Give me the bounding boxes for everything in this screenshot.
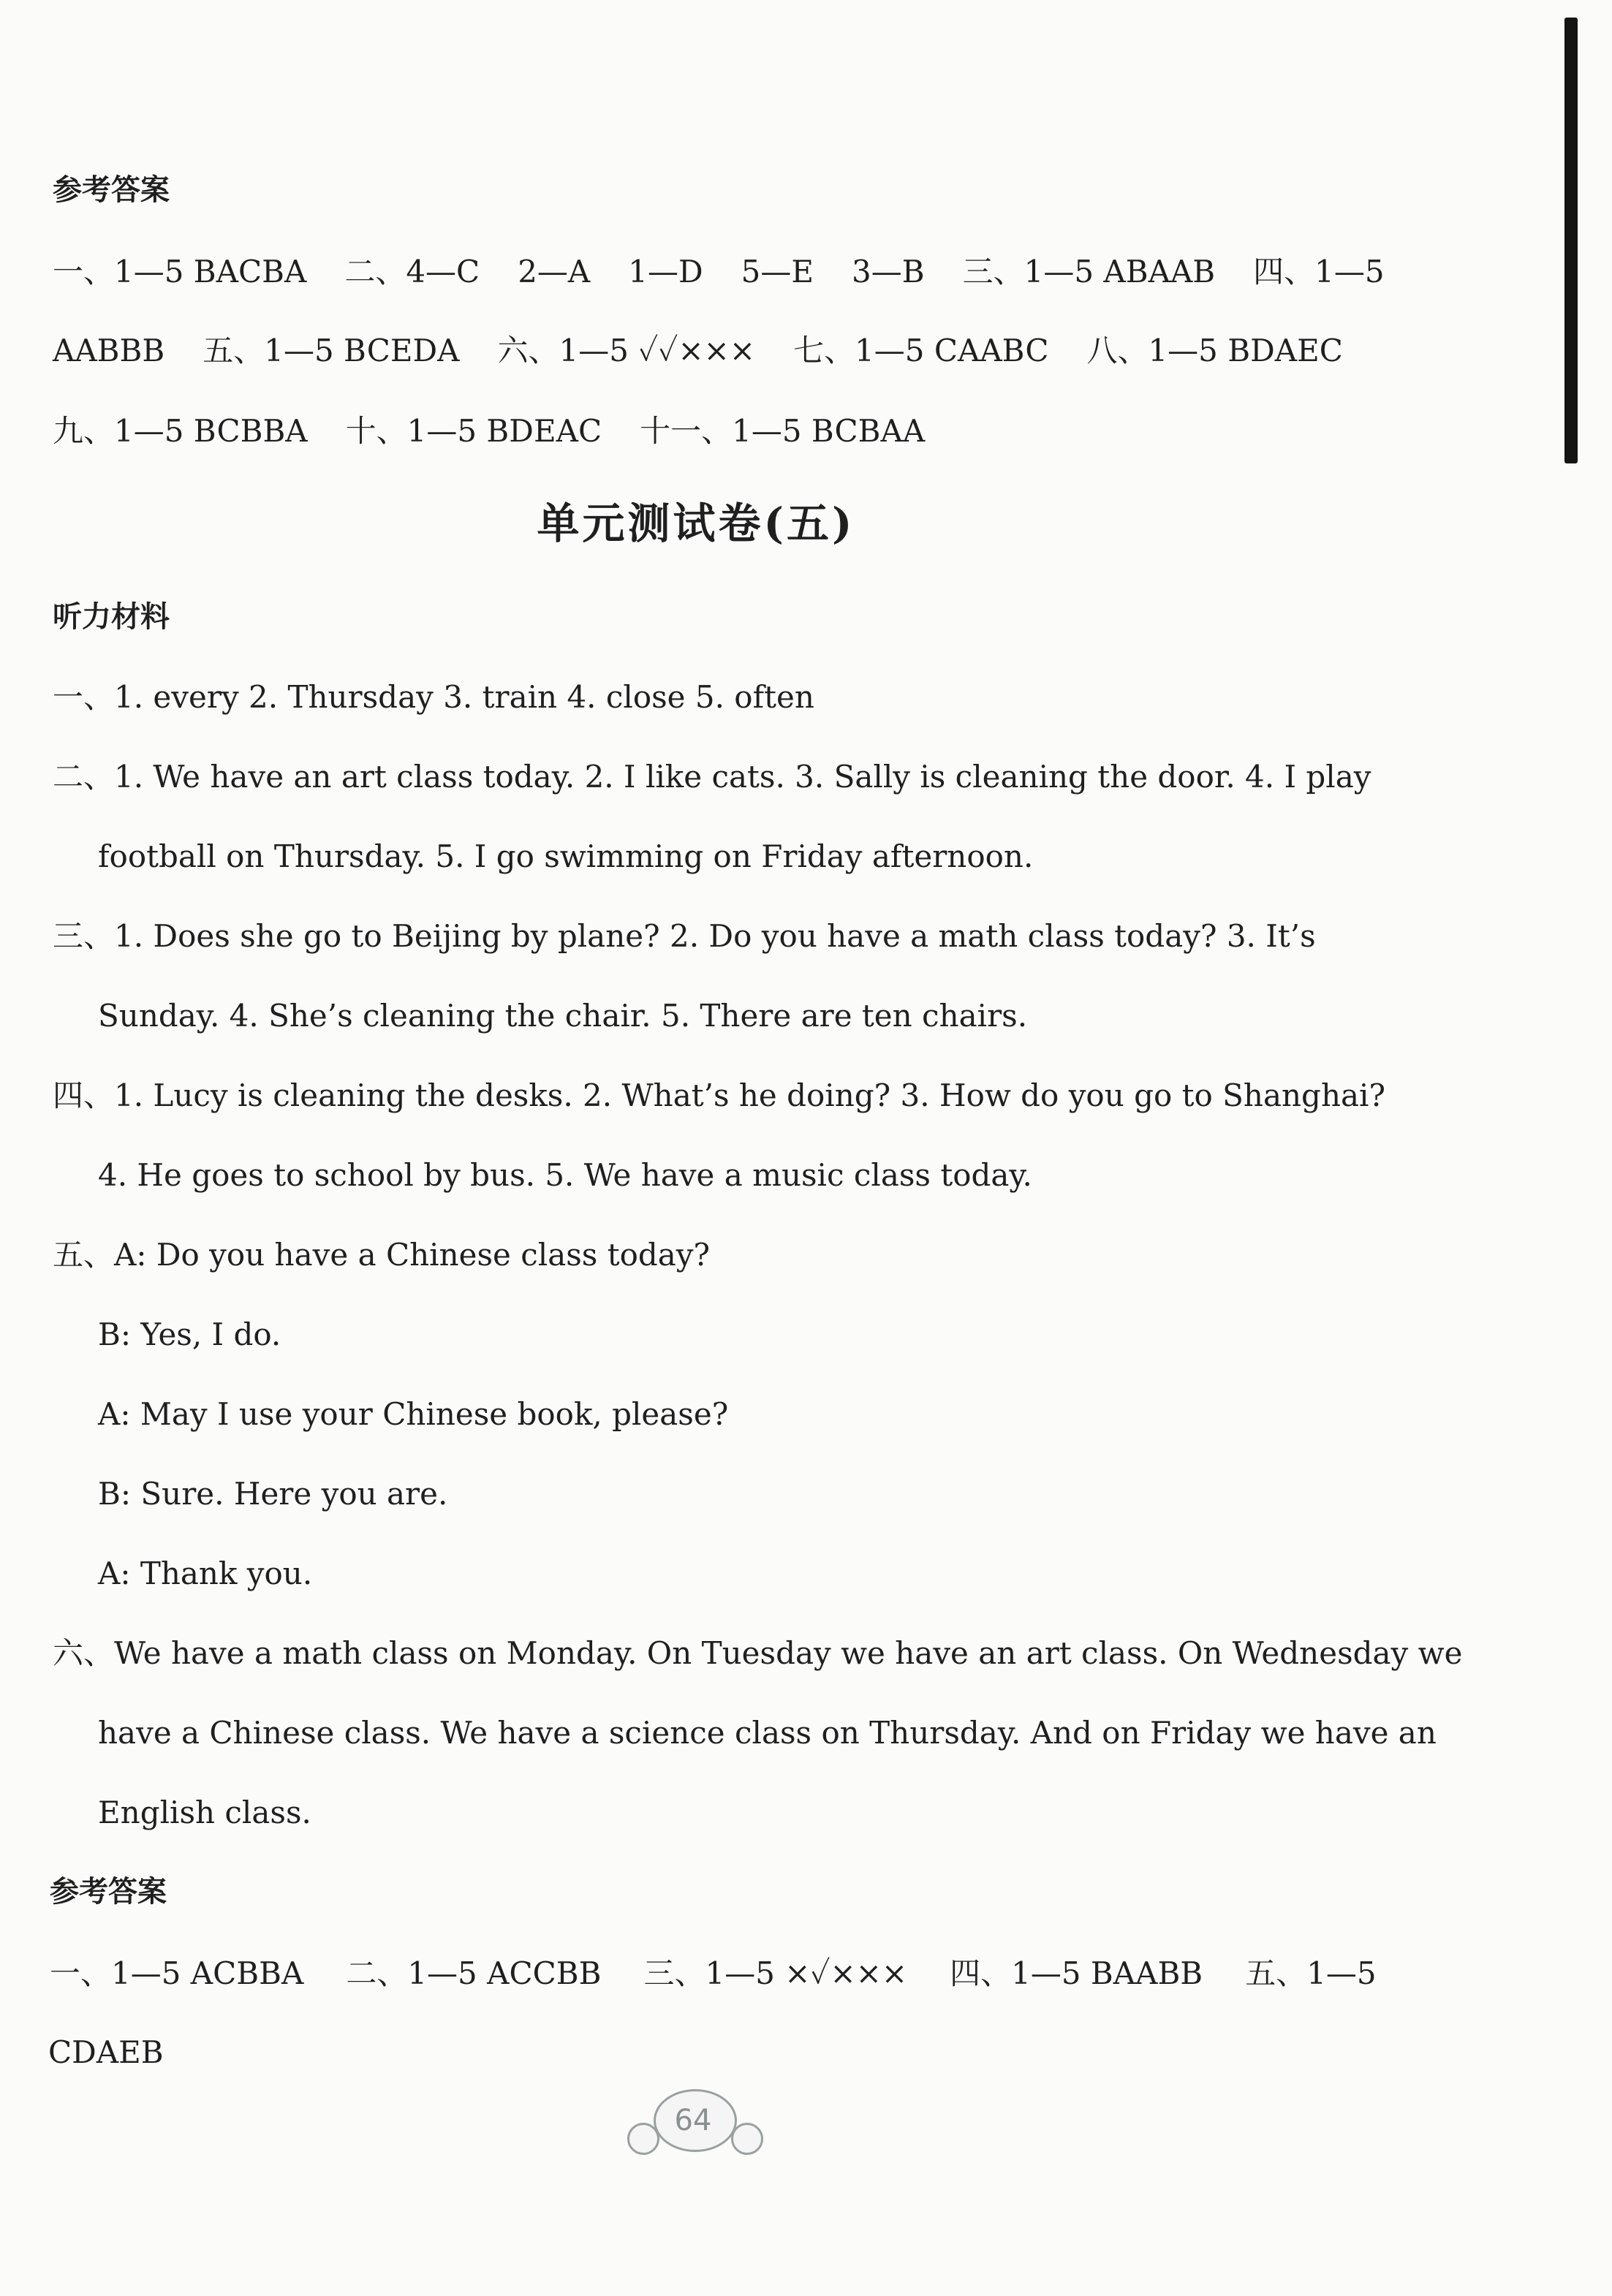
answer-item: 九、1—5 BCBBA: [53, 413, 308, 449]
unit-title: 单元测试卷(五): [537, 499, 855, 548]
answer-item: 十、1—5 BDEAC: [345, 413, 602, 449]
listening-line: B: Yes, I do.: [98, 1316, 281, 1352]
listening-line: 一、1. every 2. Thursday 3. train 4. close 5. often: [53, 679, 814, 715]
listening-line: 五、A: Do you have a Chinese class today?: [53, 1237, 711, 1273]
answer-item: 五、1—5 BCEDA: [203, 333, 460, 368]
answer-item: 八、1—5 BDAEC: [1086, 333, 1343, 368]
answer-item: 1—D: [628, 254, 703, 289]
answer-row: [48, 2031, 164, 2075]
answer-item: 5—E: [741, 254, 814, 289]
listening-line: 六、We have a math class on Monday. On Tuesday we have an art class. On Wednesday we: [53, 1635, 1463, 1671]
listening-line: have a Chinese class. We have a science class on Thursday. And on Friday we have an: [98, 1715, 1437, 1751]
answer-item: 一、1—5 BACBA: [53, 254, 307, 289]
listening-line: football on Thursday. 5. I go swimming on Friday afternoon.: [98, 838, 1034, 874]
answer-item: 四、1—5: [1253, 254, 1385, 289]
answer-item: 四、1—5 BAABB: [950, 1955, 1203, 1991]
listening-line: 四、1. Lucy is cleaning the desks. 2. What’s he doing? 3. How do you go to Shanghai?: [53, 1077, 1385, 1113]
answer-item: 七、1—5 CAABC: [793, 333, 1049, 368]
answer-row: [50, 1952, 1377, 1996]
listening-line: A: Thank you.: [98, 1556, 313, 1591]
answer-item: 3—B: [852, 254, 925, 289]
answers-heading: 参考答案: [53, 173, 170, 207]
page-number-badge: [627, 2085, 759, 2151]
answer-item: 三、1—5 ×✓×××: [643, 1955, 908, 1991]
answer-item: CDAEB: [48, 2034, 164, 2070]
listening-line: 三、1. Does she go to Beijing by plane? 2. Do you have a math class today? 3. It’s: [53, 918, 1316, 954]
listening-line: Sunday. 4. She’s cleaning the chair. 5. There are ten chairs.: [98, 998, 1028, 1034]
answers-heading: 参考答案: [50, 1875, 167, 1909]
page-edge-shadow: [1564, 18, 1578, 463]
answer-item: 2—A: [518, 254, 591, 289]
answer-item: 二、1—5 ACCBB: [346, 1955, 602, 1991]
answer-item: AABBB: [53, 333, 165, 368]
answer-row: [53, 409, 925, 453]
answer-item: 十一、1—5 BCBAA: [640, 413, 926, 449]
answer-item: 五、1—5: [1245, 1955, 1377, 1991]
answer-item: 二、4—C: [344, 254, 480, 289]
answer-item: 一、1—5 ACBBA: [50, 1955, 304, 1991]
answer-row: [53, 250, 1385, 294]
listening-line: 二、1. We have an art class today. 2. I like cats. 3. Sally is cleaning the door. 4. I play: [53, 759, 1371, 795]
listening-line: English class.: [98, 1795, 311, 1830]
page-number: 64: [674, 2104, 712, 2137]
listening-line: 4. He goes to school by bus. 5. We have a music class today.: [98, 1157, 1032, 1193]
answer-item: 六、1—5 ✓✓×××: [497, 333, 756, 368]
answer-row: [53, 329, 1343, 373]
listening-heading: 听力材料: [53, 600, 170, 634]
listening-line: A: May I use your Chinese book, please?: [98, 1396, 729, 1432]
answer-item: 三、1—5 ABAAB: [962, 254, 1216, 289]
listening-line: B: Sure. Here you are.: [98, 1476, 448, 1512]
